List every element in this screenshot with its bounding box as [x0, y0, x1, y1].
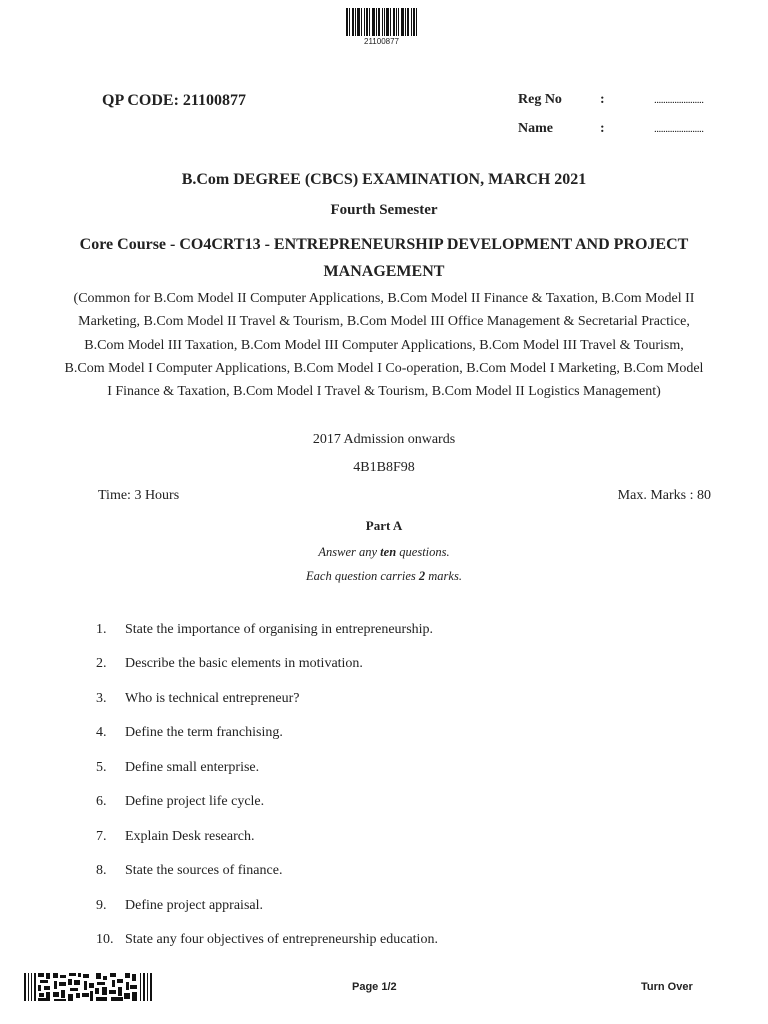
question-text: State any four objectives of entrepreneurship education.: [125, 932, 438, 947]
question-item: [96, 656, 716, 672]
reg-no-field[interactable]: ......................: [654, 94, 704, 106]
question-number: 5.: [96, 760, 107, 775]
top-barcode: [346, 8, 417, 38]
question-number: 9.: [96, 898, 107, 913]
instruction-text: marks.: [425, 569, 462, 583]
question-text: Define small enterprise.: [125, 760, 260, 775]
turn-over-label: Turn Over: [641, 981, 693, 993]
name-field[interactable]: ......................: [654, 123, 704, 135]
question-item: [96, 863, 716, 879]
question-text: Define project life cycle.: [125, 794, 265, 809]
qp-code: QP CODE: 21100877: [102, 92, 247, 109]
question-text: Define the term franchising.: [125, 725, 283, 740]
instruction-marks: [0, 569, 768, 584]
exam-title: B.Com DEGREE (CBCS) EXAMINATION, MARCH 2021: [181, 171, 587, 188]
question-number: 8.: [96, 863, 107, 878]
common-note: (Common for B.Com Model II Computer Applications, B.Com Model II Finance & Taxation, B.Com Model II Marketing, B.Com Model II Travel & Tourism, B.Com Model III Office Management & Secretarial Practice, B.Com Model III Taxation, B.Com Model III Computer Applications, B.Com Model III Travel & Tourism, B.Com Model I Computer Applications, B.Com Model I Co-operation, B.Com Model I Marketing, B.Com Model I Finance & Taxation, B.Com Model I Travel & Tourism, B.Com Model II Logistics Management): [64, 291, 704, 400]
name-colon: :: [600, 121, 605, 136]
part-a-heading: Part A: [365, 518, 403, 533]
instruction-marks-value: 2: [418, 569, 426, 583]
page-number: Page 1/2: [352, 981, 397, 993]
question-number: 2.: [96, 656, 107, 671]
question-text: Who is technical entrepreneur?: [125, 691, 300, 706]
question-text: State the importance of organising in entrepreneurship.: [125, 622, 434, 637]
question-item: [96, 691, 716, 707]
time-allowed: Time: 3 Hours: [98, 488, 180, 503]
question-number: 6.: [96, 794, 107, 809]
question-number: 1.: [96, 622, 107, 637]
question-item: [96, 898, 716, 914]
question-item: [96, 794, 716, 810]
question-number: 3.: [96, 691, 107, 706]
reg-no-label: Reg No: [518, 92, 562, 107]
reg-no-colon: :: [600, 92, 605, 107]
question-item: [96, 829, 716, 845]
question-item: [96, 725, 716, 741]
question-number: 10.: [96, 932, 114, 947]
question-item: [96, 622, 716, 638]
question-number: 7.: [96, 829, 107, 844]
instruction-text: questions.: [396, 545, 450, 559]
paper-code: 4B1B8F98: [353, 460, 415, 475]
footer-barcode: [24, 973, 152, 1001]
instruction-text: Answer any: [318, 545, 381, 559]
instruction-text: Each question carries: [306, 569, 419, 583]
admission-note: 2017 Admission onwards: [312, 432, 456, 447]
question-text: Describe the basic elements in motivation.: [125, 656, 363, 671]
max-marks: Max. Marks : 80: [617, 488, 711, 503]
semester: Fourth Semester: [330, 202, 438, 218]
question-text: State the sources of finance.: [125, 863, 283, 878]
question-number: 4.: [96, 725, 107, 740]
instruction-count: ten: [380, 545, 397, 559]
instruction-answer-count: [0, 545, 768, 560]
question-text: Explain Desk research.: [125, 829, 255, 844]
question-item: [96, 760, 716, 776]
barcode-number: 21100877: [364, 37, 399, 46]
question-text: Define project appraisal.: [125, 898, 263, 913]
course-title: Core Course - CO4CRT13 - ENTREPRENEURSHIP DEVELOPMENT AND PROJECT MANAGEMENT: [79, 236, 689, 280]
name-label: Name: [518, 121, 553, 136]
question-item: [96, 932, 716, 948]
